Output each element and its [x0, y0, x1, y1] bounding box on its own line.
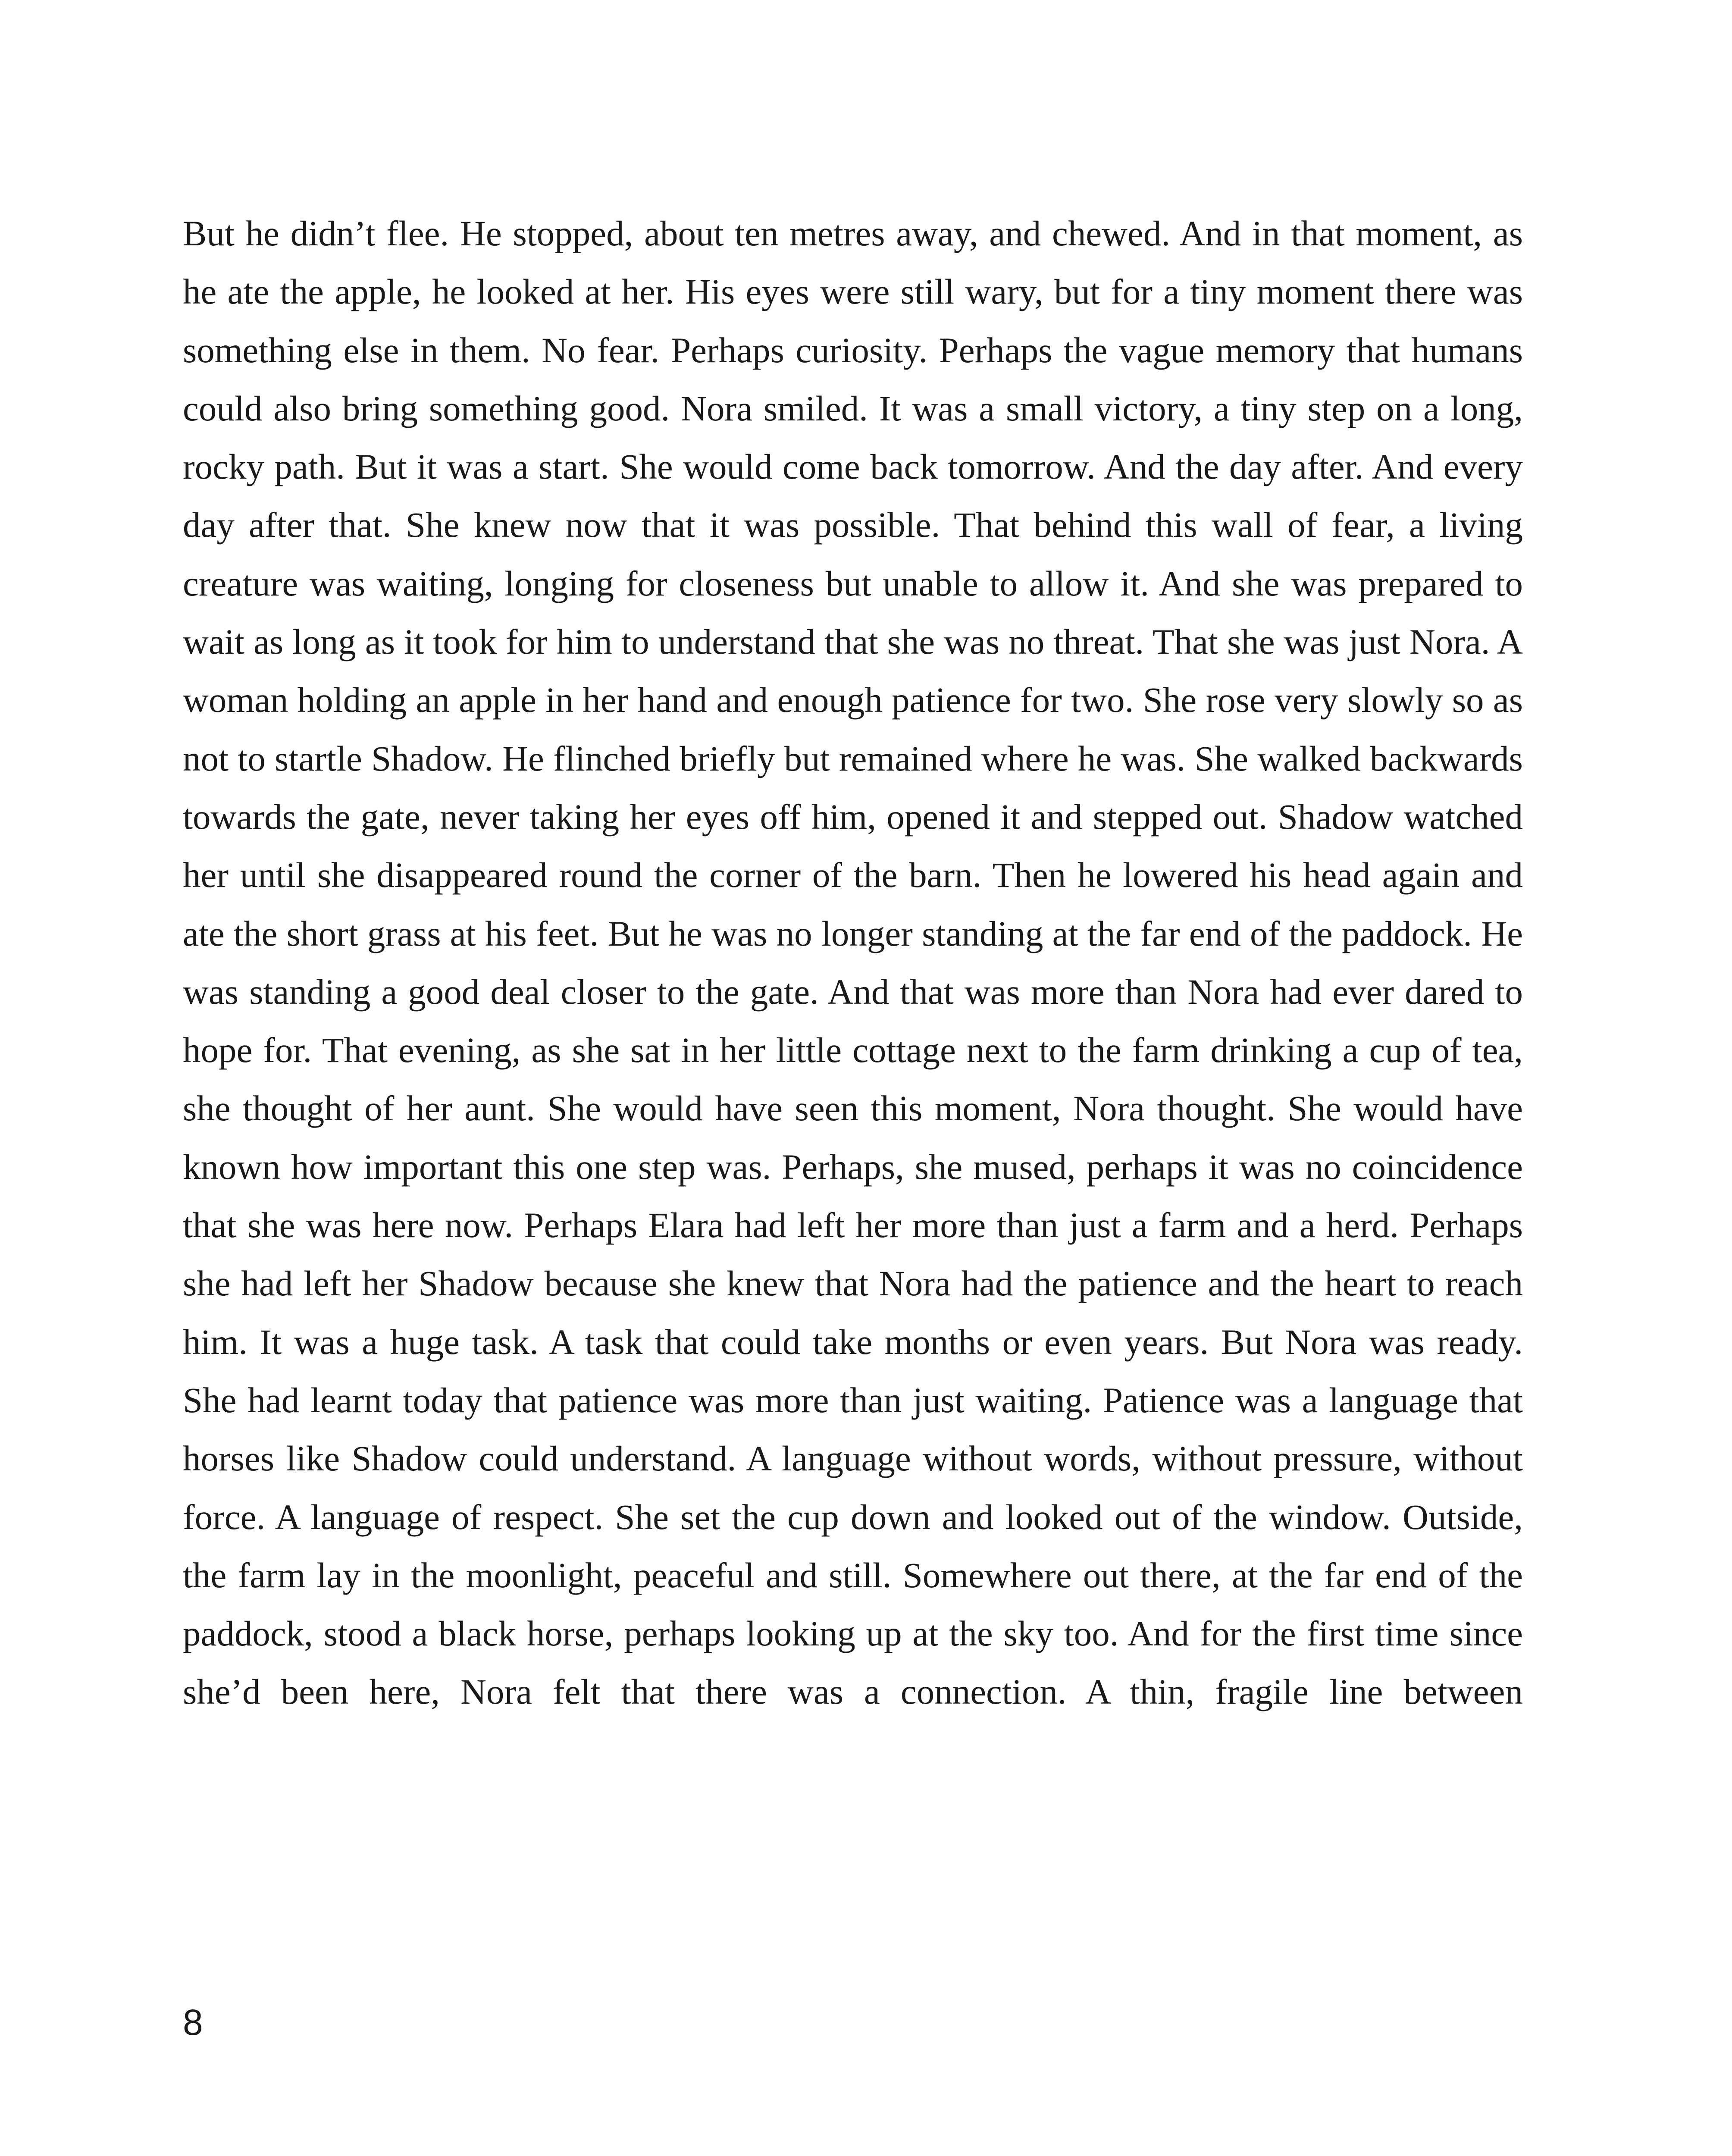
page-number: 8: [183, 2002, 203, 2043]
body-paragraph: But he didn’t flee. He stopped, about ten metres away, and chewed. And in that moment, as he ate the apple, he looked at her. His eyes were still wary, but for a tiny moment there was something else in them. No fear. Perhaps curiosity. Perhaps the vague memory that humans could also bring something good. Nora smiled. It was a small victory, a tiny step on a long, rocky path. But it was a start. She would come back tomorrow. And the day after. And every day after that. She knew now that it was possible. That behind this wall of fear, a living creature was waiting, longing for closeness but unable to allow it. And she was prepared to wait as long as it took for him to understand that she was no threat. That she was just Nora. A woman holding an apple in her hand and enough patience for two. She rose very slowly so as not to startle Shadow. He flinched briefly but remained where he was. She walked backwards towards the gate, never taking her eyes off him, opened it and stepped out. Shadow watched her until she disappeared round the corner of the barn. Then he lowered his head again and ate the short grass at his feet. But he was no longer standing at the far end of the paddock. He was standing a good deal closer to the gate. And that was more than Nora had ever dared to hope for. That evening, as she sat in her little cottage next to the farm drinking a cup of tea, she thought of her aunt. She would have seen this moment, Nora thought. She would have known how important this one step was. Perhaps, she mused, perhaps it was no coincidence that she was here now. Perhaps Elara had left her more than just a farm and a herd. Perhaps she had left her Shadow because she knew that Nora had the patience and the heart to reach him. It was a huge task. A task that could take months or even years. But Nora was ready. She had learnt today that patience was more than just waiting. Patience was a language that horses like Shadow could understand. A language without words, without pressure, without force. A language of respect. She set the cup down and looked out of the window. Outside, the farm lay in the moonlight, peaceful and still. Somewhere out there, at the far end of the paddock, stood a black horse, perhaps looking up at the sky too. And for the first time since she’d been here, Nora felt that there was a connection. A thin, fragile line between: [183, 213, 1523, 1712]
